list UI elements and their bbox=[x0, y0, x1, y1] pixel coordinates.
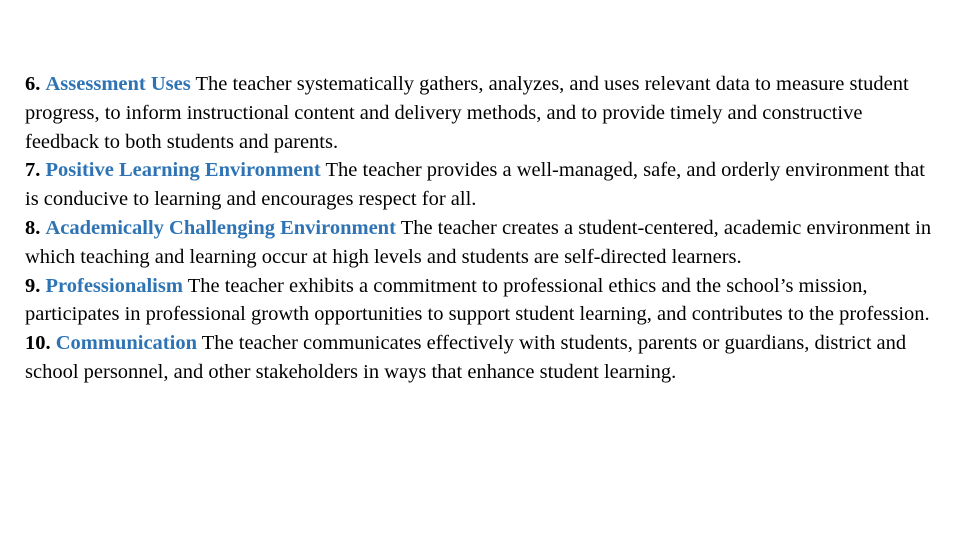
standard-term: Assessment Uses bbox=[45, 73, 191, 95]
standard-item-9 bbox=[25, 272, 940, 330]
standard-item-7 bbox=[25, 156, 940, 214]
standard-term: Professionalism bbox=[45, 274, 183, 297]
standard-number: 7. bbox=[25, 159, 41, 182]
standards-list bbox=[25, 70, 940, 387]
standard-term: Positive Learning Environment bbox=[45, 159, 321, 182]
standard-description: The teacher creates a student-centered, academic environment in which teaching and learning occur at high levels and students are self-directed learners. bbox=[25, 216, 932, 268]
standard-number: 10. bbox=[25, 332, 51, 355]
standard-number: 8. bbox=[25, 216, 41, 239]
standard-term: Communication bbox=[55, 332, 197, 355]
standard-description: The teacher communicates effectively with students, parents or guardians, district and school personnel, and other stakeholders in ways that enhance student learning. bbox=[25, 332, 907, 383]
standard-term: Academically Challenging Environment bbox=[45, 216, 396, 239]
standard-item-8 bbox=[25, 214, 940, 272]
standard-description: The teacher provides a well-managed, safe, and orderly environment that is conducive to learning and encourages respect for all. bbox=[25, 159, 925, 211]
standard-number: 6. bbox=[25, 73, 41, 95]
standard-item-10 bbox=[25, 329, 940, 387]
standard-description: The teacher exhibits a commitment to professional ethics and the school’s mission, participates in professional growth opportunities to support student learning, and contributes to the profession. bbox=[25, 274, 930, 326]
standard-number: 9. bbox=[25, 274, 41, 297]
standard-item-6 bbox=[25, 70, 940, 156]
standard-description: The teacher systematically gathers, analyzes, and uses relevant data to measure student progress, to inform instructional content and delivery methods, and to provide timely and constructive feedback to both students and parents. bbox=[25, 73, 909, 153]
